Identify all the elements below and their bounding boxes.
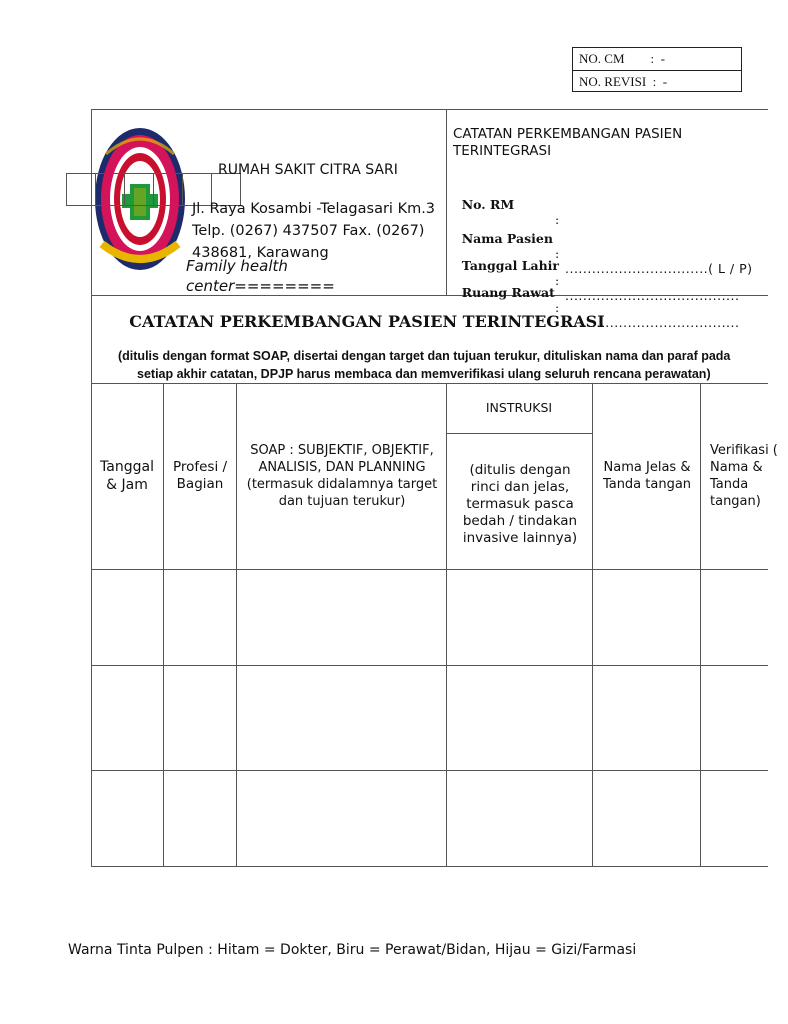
grid-cell bbox=[124, 173, 154, 206]
section-title: CATATAN PERKEMBANGAN PASIEN TERINTEGRASI bbox=[129, 312, 605, 331]
field-label: Ruang Rawat bbox=[461, 285, 555, 300]
header-tanggal-jam: Tanggal & Jam bbox=[100, 459, 154, 493]
hospital-slogan: Family health center======== bbox=[186, 257, 335, 295]
field-value[interactable]: ....................................... bbox=[565, 288, 740, 303]
field-colon: : bbox=[555, 273, 560, 288]
table-bottom-border bbox=[91, 866, 768, 867]
table-row[interactable] bbox=[92, 666, 768, 770]
no-cm-label: NO. CM : - bbox=[579, 51, 665, 66]
table-top-border bbox=[91, 383, 768, 384]
section-note-line1: (ditulis dengan format SOAP, disertai dengan target dan tujuan terukur, dituliskan nama dan paraf pada bbox=[118, 349, 731, 363]
header-top-border bbox=[91, 109, 768, 110]
ink-color-note: Warna Tinta Pulpen : Hitam = Dokter, Biru = Perawat/Bidan, Hijau = Gizi/Farmasi bbox=[68, 942, 637, 958]
grid-cell bbox=[95, 173, 125, 206]
grid-cell bbox=[153, 173, 183, 206]
instruksi-sub-divider bbox=[446, 433, 592, 434]
grid-cell bbox=[66, 173, 96, 206]
header-divider-vertical bbox=[446, 109, 447, 295]
document-code-box bbox=[572, 47, 742, 92]
field-label: No. RM bbox=[461, 197, 515, 212]
header-verifikasi: Verifikasi ( Nama & Tanda tangan) bbox=[710, 443, 778, 509]
section-note-line2: setiap akhir catatan, DPJP harus membaca dan memverifikasi ulang seluruh rencana perawatan) bbox=[137, 367, 711, 381]
field-value[interactable]: ....................................... bbox=[565, 315, 740, 330]
header-instruksi-note: (ditulis dengan rinci dan jelas, termasuk pasca bedah / tindakan invasive lainnya) bbox=[462, 462, 578, 546]
form-title: CATATAN PERKEMBANGAN PASIEN TERINTEGRASI bbox=[453, 126, 683, 159]
no-revisi-label: NO. REVISI : - bbox=[573, 70, 741, 92]
header-soap: SOAP : SUBJEKTIF, OBJEKTIF, ANALISIS, DAN PLANNING (termasuk didalamnya target dan tujuan terukur) bbox=[246, 443, 438, 509]
field-label: Nama Pasien bbox=[461, 231, 553, 246]
field-colon: : bbox=[555, 300, 560, 315]
header-profesi-bagian: Profesi / Bagian bbox=[172, 459, 228, 492]
field-colon: : bbox=[555, 246, 560, 261]
table-row[interactable] bbox=[92, 570, 768, 665]
field-label: Tanggal Lahir bbox=[461, 258, 560, 273]
hospital-name: RUMAH SAKIT CITRA SARI bbox=[218, 162, 398, 178]
hospital-address: Jl. Raya Kosambi -Telagasari Km.3 Telp. (0267) 437507 Fax. (0267) 438681, Karawang bbox=[192, 201, 436, 261]
field-colon: : bbox=[555, 212, 560, 227]
field-value[interactable]: ................................( L / P) bbox=[565, 261, 753, 276]
table-row[interactable] bbox=[92, 771, 768, 866]
header-instruksi: INSTRUKSI bbox=[485, 400, 553, 415]
header-nama-jelas: Nama Jelas & Tanda tangan bbox=[602, 460, 692, 492]
